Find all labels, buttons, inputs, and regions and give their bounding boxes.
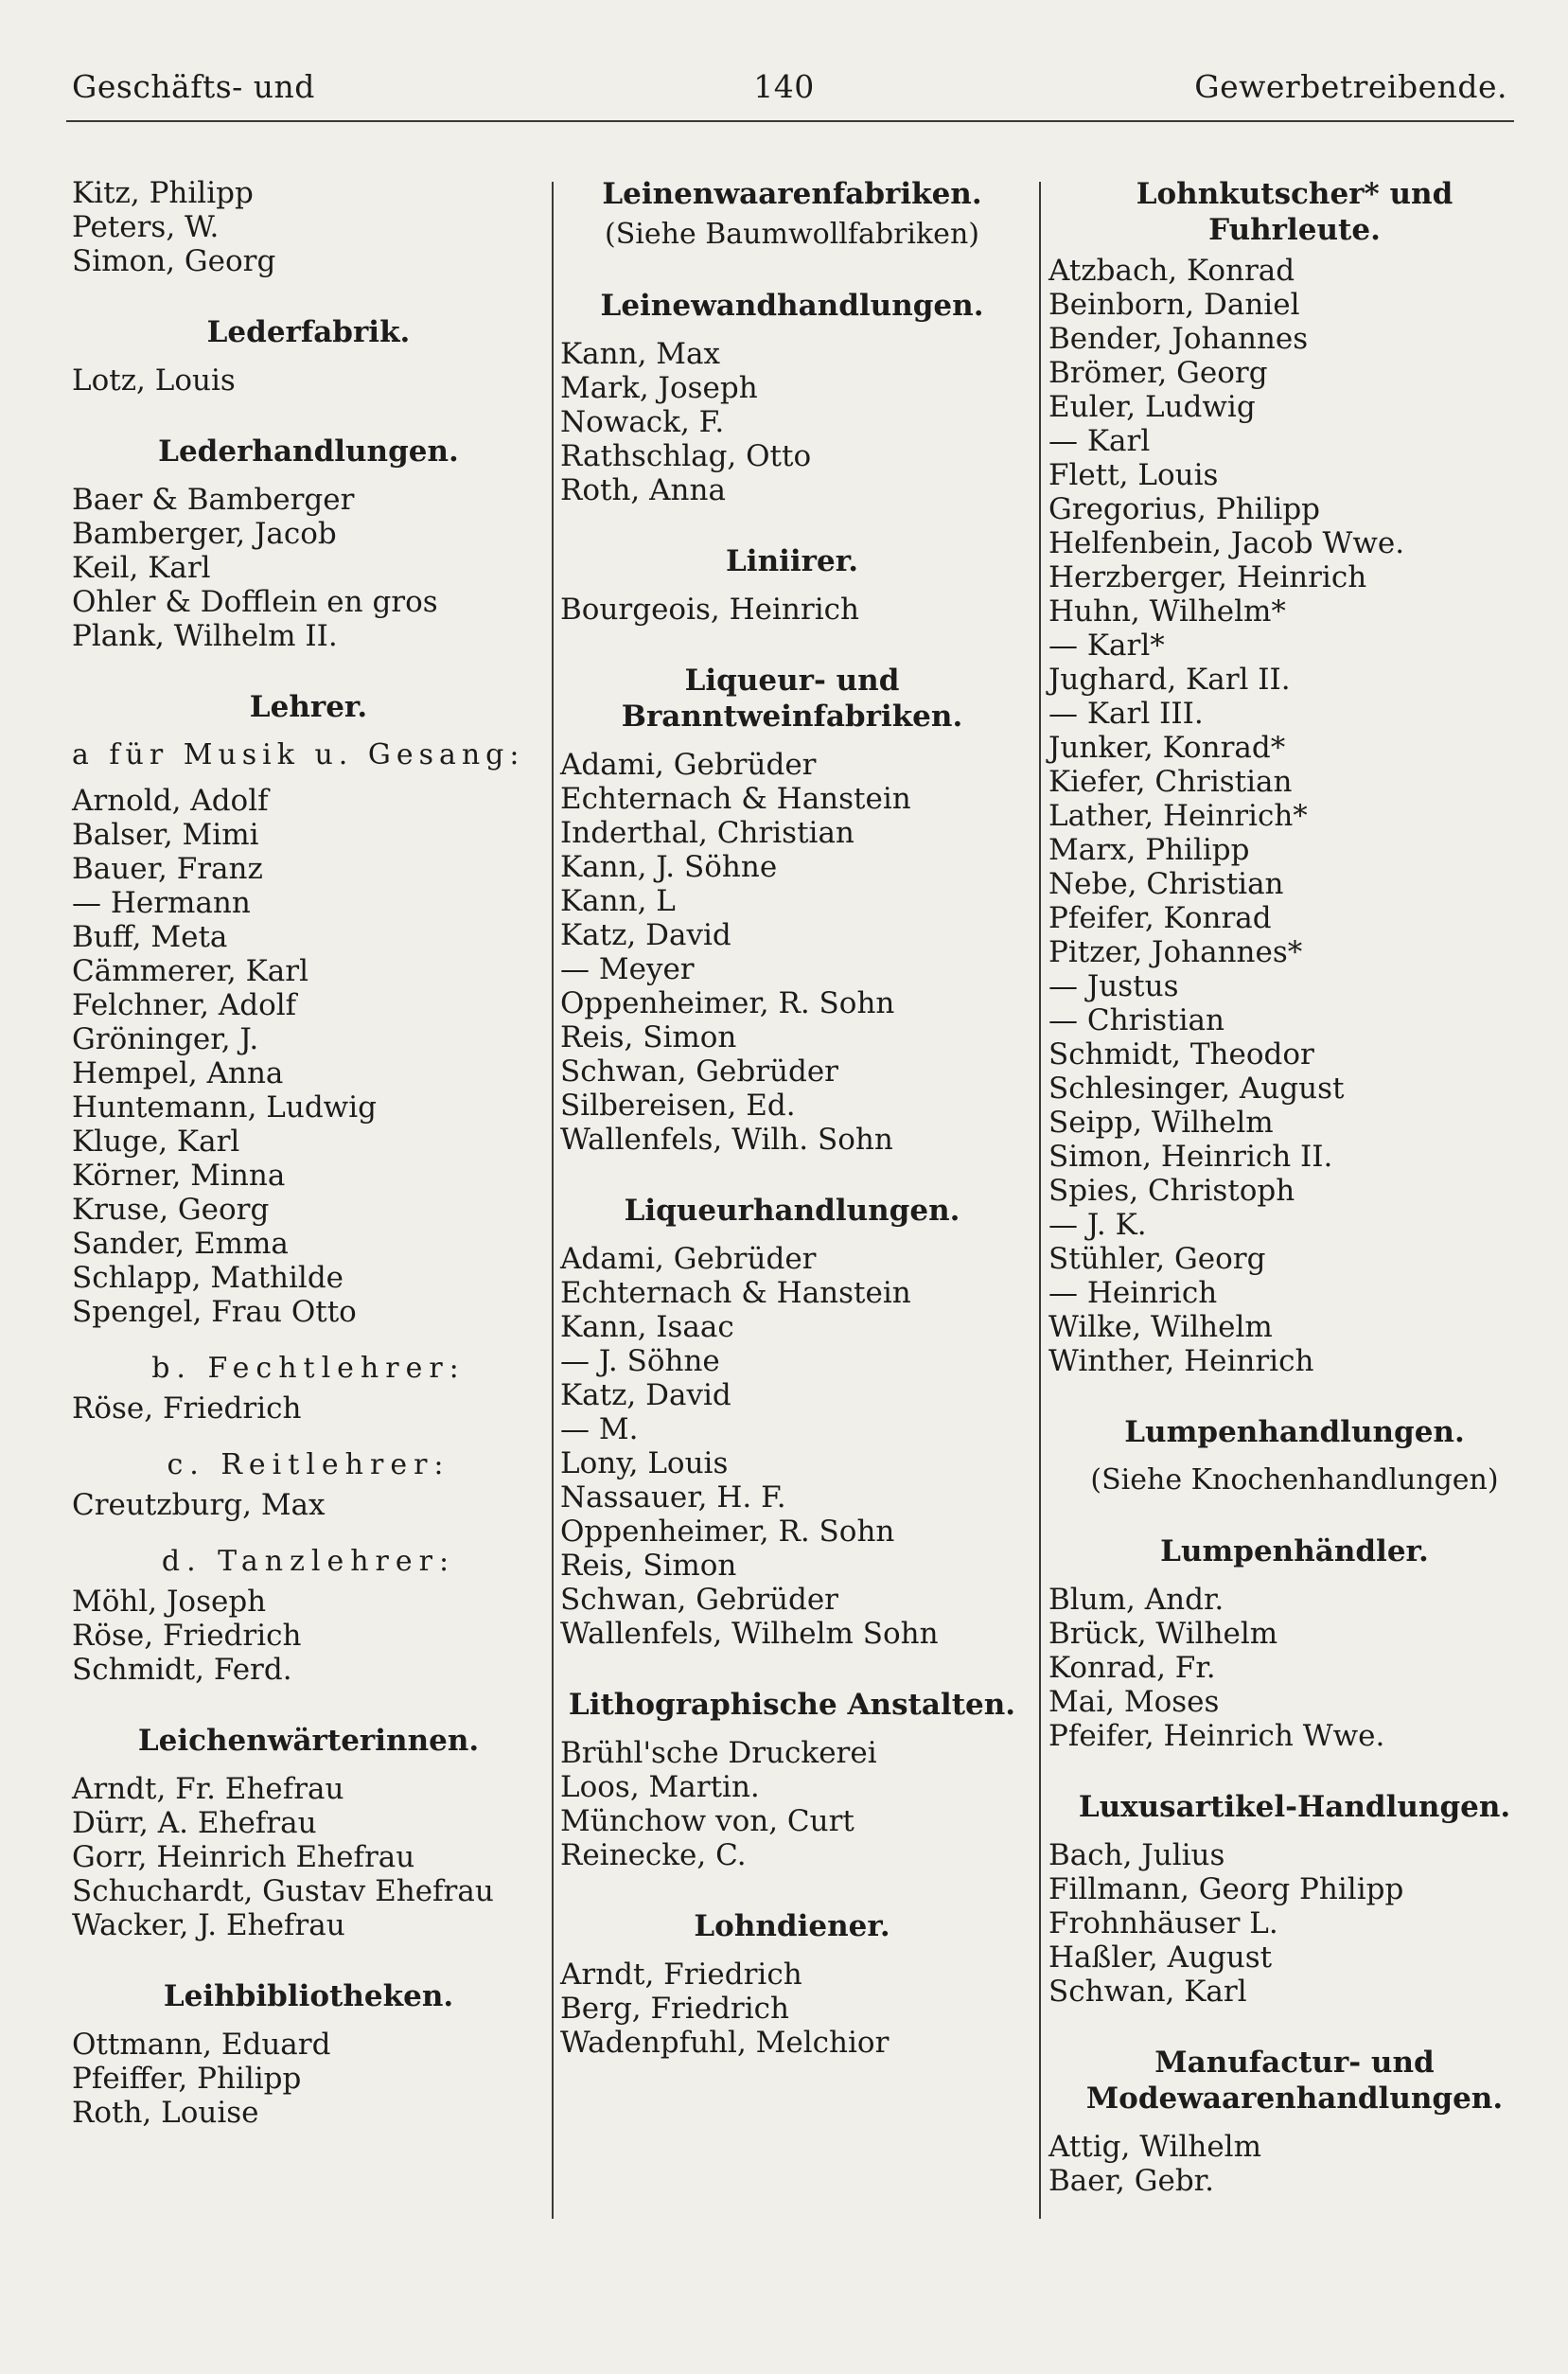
directory-entry: Schmidt, Theodor [1048,1037,1314,1072]
column-divider [552,182,554,2219]
directory-entry: Simon, Heinrich II. [1048,1140,1333,1174]
directory-entry: Nowack, F. [560,405,725,439]
directory-entry: Dürr, A. Ehefrau [72,1806,317,1840]
directory-entry: Kruse, Georg [72,1193,270,1227]
directory-entry: Hempel, Anna [72,1056,284,1090]
directory-entry: Reis, Simon [560,1549,737,1583]
directory-entry: Spies, Christoph [1048,1174,1295,1208]
directory-entry: — Karl [1048,424,1151,458]
directory-entry: Röse, Friedrich [72,1391,302,1426]
section-heading: Luxusartikel-Handlungen. [1078,1790,1511,1824]
directory-entry: Roth, Louise [72,2096,259,2130]
directory-entry: Körner, Minna [72,1159,286,1193]
directory-entry: Ohler & Dofflein en gros [72,585,438,619]
directory-entry: Roth, Anna [560,473,726,507]
directory-entry: Felchner, Adolf [72,988,297,1022]
directory-entry: Pitzer, Johannes* [1048,935,1303,969]
directory-entry: Baer & Bamberger [72,483,355,517]
section-heading: Leihbibliotheken. [163,1979,454,2013]
directory-entry: Marx, Philipp [1048,833,1250,867]
section-heading: Lederfabrik. [206,315,411,349]
directory-entry: Pfeiffer, Philipp [72,2062,302,2096]
directory-entry: Loos, Martin. [560,1770,760,1804]
directory-entry: Schwan, Gebrüder [560,1583,839,1617]
directory-entry: Brömer, Georg [1048,356,1268,390]
directory-entry: Atzbach, Konrad [1048,254,1295,288]
directory-entry: Euler, Ludwig [1048,390,1256,424]
directory-entry: Röse, Friedrich [72,1619,302,1653]
directory-entry: Keil, Karl [72,551,211,585]
page-number: 140 [753,68,815,105]
directory-entry: — Meyer [560,952,695,986]
directory-entry: — Heinrich [1048,1276,1218,1310]
column-1 [72,176,545,2130]
directory-entry: Schwan, Gebrüder [560,1054,839,1089]
directory-entry: Seipp, Wilhelm [1048,1106,1274,1140]
directory-entry: Katz, David [560,1378,731,1412]
directory-entry: Herzberger, Heinrich [1048,560,1367,594]
directory-entry: Münchow von, Curt [560,1804,854,1838]
directory-entry: — Karl III. [1048,697,1204,731]
section-heading: Lehrer. [249,690,368,724]
directory-entry: Lotz, Louis [72,363,236,398]
directory-entry: Gregorius, Philipp [1048,492,1321,526]
directory-entry: — Justus [1048,969,1179,1003]
directory-entry: Creutzburg, Max [72,1488,326,1522]
directory-entry: Kann, Max [560,337,720,371]
header-rule [66,120,1514,122]
directory-entry: Junker, Konrad* [1048,731,1286,765]
directory-entry: Kann, J. Söhne [560,850,778,884]
directory-entry: Peters, W. [72,210,220,244]
directory-entry: Huntemann, Ludwig [72,1090,377,1125]
directory-entry: Schuchardt, Gustav Ehefrau [72,1874,494,1908]
directory-entry: Schmidt, Ferd. [72,1653,292,1687]
directory-entry: — Hermann [72,886,251,920]
directory-entry: Bender, Johannes [1048,322,1309,356]
section-heading: Lederhandlungen. [158,434,459,469]
directory-entry: Wacker, J. Ehefrau [72,1908,345,1942]
directory-entry: Kann, Isaac [560,1310,734,1344]
directory-entry: Haßler, August [1048,1940,1273,1975]
section-heading: Leinenwaarenfabriken. [602,177,982,211]
directory-entry: Bach, Julius [1048,1838,1225,1872]
directory-entry: Rathschlag, Otto [560,439,812,473]
directory-entry: Lony, Louis [560,1446,729,1480]
directory-entry: Sander, Emma [72,1227,289,1261]
directory-entry: Wadenpfuhl, Melchior [560,2026,890,2060]
cross-reference-note: (Siehe Baumwollfabriken) [605,218,979,251]
directory-entry: Brühl'sche Druckerei [560,1736,877,1770]
directory-entry: — J. Söhne [560,1344,720,1378]
directory-entry: Mai, Moses [1048,1685,1220,1719]
directory-entry: Bamberger, Jacob [72,517,337,551]
section-heading: Lithographische Anstalten. [568,1688,1016,1722]
directory-entry: Silbereisen, Ed. [560,1089,796,1123]
directory-entry: Ottmann, Eduard [72,2028,331,2062]
directory-entry: Brück, Wilhelm [1048,1617,1278,1651]
directory-entry: Schwan, Karl [1048,1975,1247,2009]
directory-entry: — J. K. [1048,1208,1147,1242]
directory-entry: Echternach & Hanstein [560,1276,911,1310]
directory-entry: Pfeifer, Heinrich Wwe. [1048,1719,1385,1753]
directory-entry: Wallenfels, Wilhelm Sohn [560,1617,939,1651]
column-divider [1039,182,1041,2219]
directory-entry: Winther, Heinrich [1048,1344,1314,1378]
directory-entry: Helfenbein, Jacob Wwe. [1048,526,1405,560]
directory-entry: Gröninger, J. [72,1022,259,1056]
directory-entry: Möhl, Joseph [72,1585,267,1619]
directory-entry: — Karl* [1048,629,1165,663]
directory-entry: — M. [560,1412,639,1446]
section-heading: Liqueurhandlungen. [624,1194,960,1228]
directory-entry: Nebe, Christian [1048,867,1284,901]
section-heading: Liniirer. [726,544,858,578]
directory-entry: Kiefer, Christian [1048,765,1293,799]
directory-entry: Balser, Mimi [72,818,259,852]
directory-entry: Schlesinger, August [1048,1072,1345,1106]
directory-entry: Inderthal, Christian [560,816,854,850]
section-heading: Lohnkutscher* und Fuhrleute. [1136,177,1453,247]
column-3 [1048,176,1541,2198]
directory-entry: — Christian [1048,1003,1224,1037]
directory-entry: Wilke, Wilhelm [1048,1310,1273,1344]
directory-entry: Schlapp, Mathilde [72,1261,344,1295]
directory-entry: Wallenfels, Wilh. Sohn [560,1123,893,1157]
directory-entry: Kann, L [560,884,676,918]
directory-entry: Jughard, Karl II. [1048,663,1291,697]
directory-entry: Kluge, Karl [72,1125,240,1159]
section-heading: Liqueur- und Branntweinfabriken. [621,664,963,734]
section-heading: Leinewandhandlungen. [600,289,984,323]
subsection-label: b. Fechtlehrer: [151,1352,466,1385]
directory-entry: Fillmann, Georg Philipp [1048,1872,1404,1906]
directory-entry: Bourgeois, Heinrich [560,593,859,627]
section-heading: Lumpenhandlungen. [1124,1415,1465,1449]
directory-entry: Plank, Wilhelm II. [72,619,338,653]
directory-entry: Pfeifer, Konrad [1048,901,1272,935]
directory-entry: Mark, Joseph [560,371,758,405]
directory-entry: Lather, Heinrich* [1048,799,1308,833]
directory-entry: Reinecke, C. [560,1838,747,1872]
directory-entry: Berg, Friedrich [560,1992,789,2026]
directory-entry: Arnold, Adolf [72,784,269,818]
directory-entry: Arndt, Friedrich [560,1958,802,1992]
running-head-right: Gewerbetreibende. [1194,68,1507,105]
directory-entry: Bauer, Franz [72,852,263,886]
directory-entry: Adami, Gebrüder [560,748,817,782]
directory-entry: Echternach & Hanstein [560,782,911,816]
directory-entry: Buff, Meta [72,920,228,954]
directory-entry: Gorr, Heinrich Ehefrau [72,1840,415,1874]
directory-entry: Blum, Andr. [1048,1583,1224,1617]
directory-entry: Stühler, Georg [1048,1242,1266,1276]
directory-entry: Flett, Louis [1048,458,1219,492]
subsection-label: a für Musik u. Gesang: [72,738,525,771]
cross-reference-note: (Siehe Knochenhandlungen) [1090,1463,1499,1497]
section-heading: Leichenwärterinnen. [137,1724,480,1758]
directory-entry: Attig, Wilhelm [1048,2130,1261,2164]
directory-entry: Konrad, Fr. [1048,1651,1216,1685]
section-heading: Lumpenhändler. [1160,1534,1429,1568]
directory-entry: Reis, Simon [560,1020,737,1054]
directory-entry: Huhn, Wilhelm* [1048,594,1286,629]
directory-entry: Spengel, Frau Otto [72,1295,357,1329]
subsection-label: d. Tanzlehrer: [161,1545,456,1578]
subsection-label: c. Reitlehrer: [167,1448,450,1481]
directory-entry: Beinborn, Daniel [1048,288,1300,322]
directory-entry: Oppenheimer, R. Sohn [560,1515,895,1549]
running-head-left: Geschäfts- und [72,68,315,105]
directory-entry: Frohnhäuser L. [1048,1906,1278,1940]
section-heading: Manufactur- und Modewaarenhandlungen. [1085,2046,1504,2116]
directory-entry: Kitz, Philipp [72,176,254,210]
directory-entry: Simon, Georg [72,244,276,278]
directory-entry: Cämmerer, Karl [72,954,308,988]
column-2 [560,176,1024,2060]
directory-entry: Adami, Gebrüder [560,1242,817,1276]
directory-entry: Katz, David [560,918,731,952]
section-heading: Lohndiener. [694,1909,890,1943]
directory-entry: Arndt, Fr. Ehefrau [72,1772,344,1806]
directory-entry: Nassauer, H. F. [560,1480,786,1515]
directory-entry: Baer, Gebr. [1048,2164,1214,2198]
directory-entry: Oppenheimer, R. Sohn [560,986,895,1020]
